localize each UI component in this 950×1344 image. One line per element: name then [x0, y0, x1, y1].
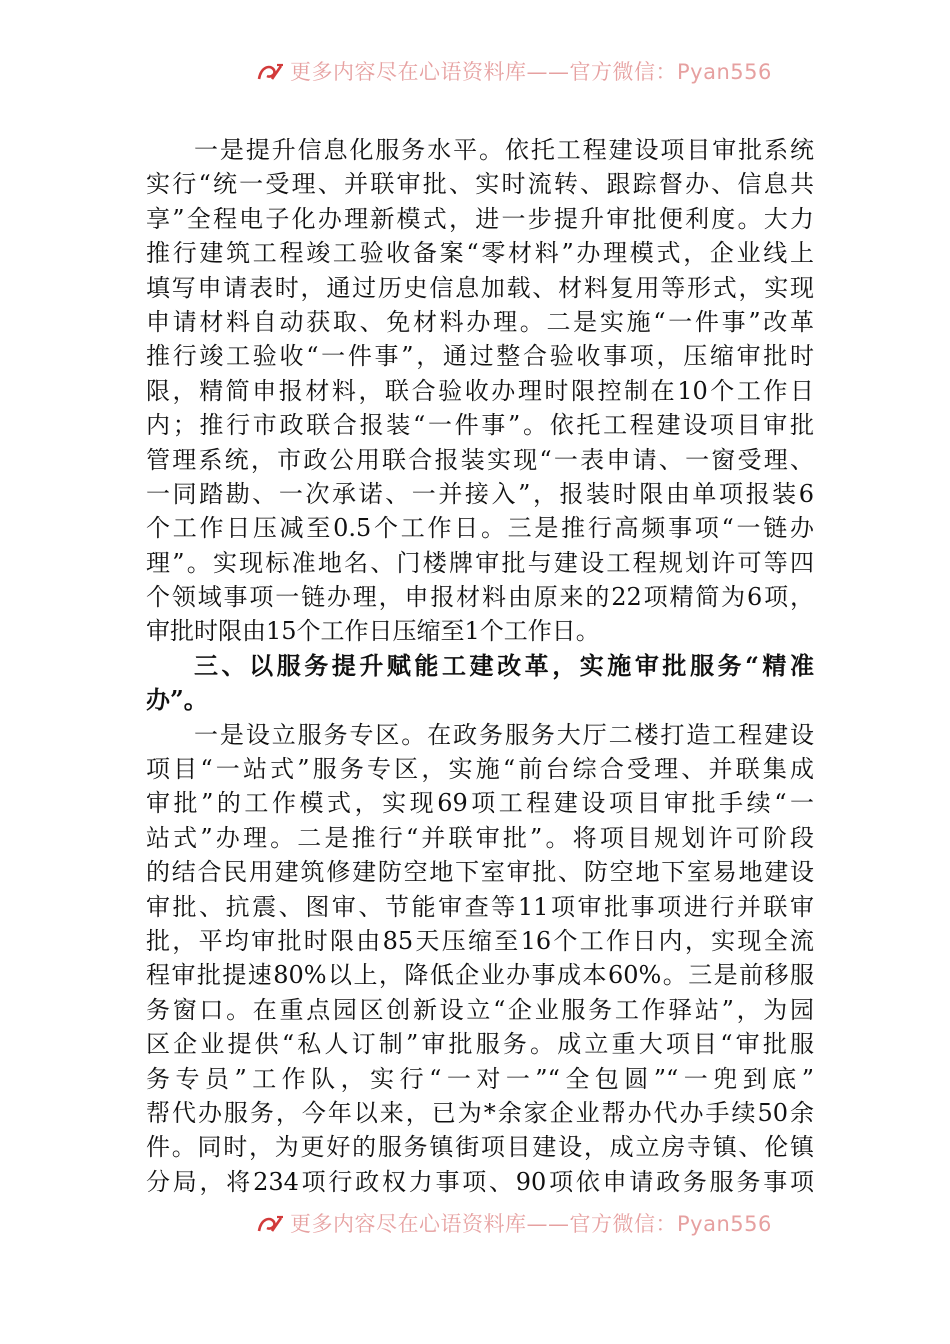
paragraph-line: 享”全程电子化办理新模式，进一步提升审批便利度。大力	[146, 204, 814, 233]
paragraph-line: 区企业提供“私人订制”审批服务。成立重大项目“审批服	[146, 1030, 814, 1059]
paragraph-line: 的结合民用建筑修建防空地下室审批、防空地下室易地建设	[146, 858, 814, 887]
section-heading-line: 三、以服务提升赋能工建改革，实施审批服务“精准	[194, 650, 814, 680]
paragraph-line: 件。同时，为更好的服务镇街项目建设，成立房寺镇、伦镇	[146, 1133, 814, 1162]
paragraph-line: 务窗口。在重点园区创新设立“企业服务工作驿站”，为园	[146, 995, 814, 1024]
paragraph-line: 一同踏勘、一次承诺、一并接入”，报装时限由单项报装6	[146, 479, 814, 508]
paragraph-line: 审批时限由15个工作日压缩至1个工作日。	[146, 617, 600, 646]
paragraph-line: 一是提升信息化服务水平。依托工程建设项目审批系统	[194, 136, 814, 164]
watermark-text: 更多内容尽在心语资料库——官方微信：Pyan556	[290, 60, 772, 84]
paragraph-line: 一是设立服务专区。在政务服务大厅二楼打造工程建设	[194, 720, 814, 749]
paragraph-line: 申请材料自动获取、免材料办理。二是实施“一件事”改革	[146, 307, 814, 336]
paragraph-line: 个领域事项一链办理，申报材料由原来的22项精简为6项，	[146, 583, 814, 612]
paragraph-line: 个工作日压减至0.5个工作日。三是推行高频事项“一链办	[146, 514, 814, 543]
watermark-logo-icon	[256, 1213, 286, 1235]
paragraph-line: 批，平均审批时限由85天压缩至16个工作日内，实现全流	[146, 926, 814, 955]
paragraph-line: 审批、抗震、图审、节能审查等11项审批事项进行并联审	[146, 892, 814, 921]
watermark-logo-icon	[256, 61, 286, 83]
paragraph-line: 理”。实现标准地名、门楼牌审批与建设工程规划许可等四	[146, 548, 814, 577]
paragraph-line: 务专员”工作队，实行“一对一”“全包圆”“一兜到底”	[146, 1064, 814, 1093]
paragraph-line: 帮代办服务，今年以来，已为*余家企业帮办代办手续50余	[146, 1098, 814, 1127]
paragraph-line: 分局，将234项行政权力事项、90项依申请政务服务事项	[146, 1167, 814, 1196]
paragraph-line: 审批”的工作模式，实现69项工程建设项目审批手续“一	[146, 789, 814, 818]
paragraph-line: 实行“统一受理、并联审批、实时流转、跟踪督办、信息共	[146, 170, 814, 199]
paragraph-line: 限，精简申报材料，联合验收办理时限控制在10个工作日	[146, 376, 814, 405]
header-watermark	[0, 54, 950, 84]
paragraph-line: 内；推行市政联合报装“一件事”。依托工程建设项目审批	[146, 411, 814, 440]
document-body	[146, 133, 814, 1199]
section-heading-line: 办”。	[146, 685, 208, 715]
paragraph-line: 程审批提速80%以上，降低企业办事成本60%。三是前移服	[146, 961, 814, 990]
paragraph-line: 推行竣工验收“一件事”，通过整合验收事项，压缩审批时	[146, 342, 814, 371]
watermark-text: 更多内容尽在心语资料库——官方微信：Pyan556	[290, 1212, 772, 1236]
paragraph-line: 推行建筑工程竣工验收备案“零材料”办理模式，企业线上	[146, 239, 814, 268]
paragraph-line: 项目“一站式”服务专区，实施“前台综合受理、并联集成	[146, 755, 814, 784]
paragraph-line: 管理系统，市政公用联合报装实现“一表申请、一窗受理、	[146, 445, 814, 474]
paragraph-line: 填写申请表时，通过历史信息加载、材料复用等形式，实现	[146, 273, 814, 302]
paragraph-line: 站式”办理。二是推行“并联审批”。将项目规划许可阶段	[146, 823, 814, 852]
footer-watermark	[0, 1206, 950, 1236]
